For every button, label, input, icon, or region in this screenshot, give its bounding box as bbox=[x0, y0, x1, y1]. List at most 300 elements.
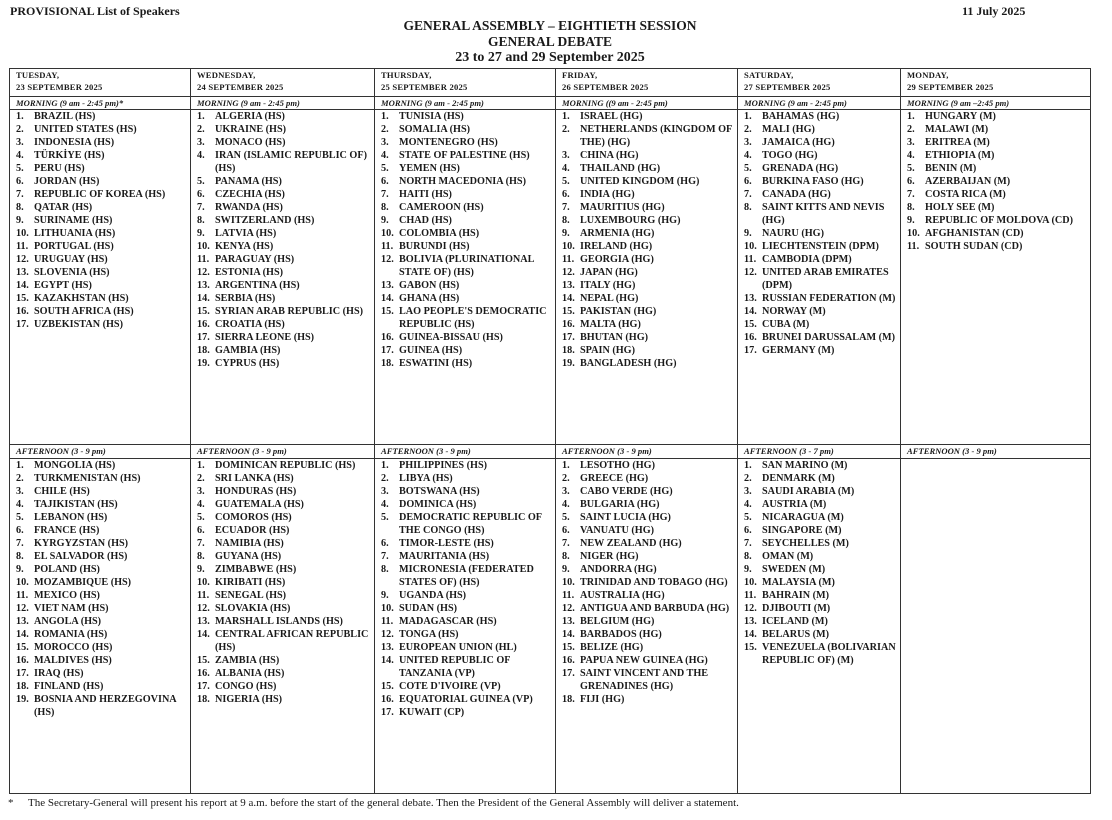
speaker-item bbox=[381, 344, 555, 357]
speaker-number: 16. bbox=[562, 654, 575, 666]
speaker-item bbox=[744, 253, 900, 266]
speaker-number: 4. bbox=[744, 150, 752, 162]
speaker-number: 9. bbox=[381, 215, 389, 227]
speaker-name: AUSTRIA (M) bbox=[762, 498, 827, 510]
speaker-name: CHAD (HS) bbox=[399, 215, 452, 227]
speaker-item bbox=[381, 706, 555, 719]
weekday: SATURDAY, bbox=[744, 70, 794, 80]
speaker-name: SIERRA LEONE (HS) bbox=[215, 332, 315, 344]
speaker-number: 2. bbox=[381, 124, 389, 136]
speaker-item bbox=[16, 279, 190, 292]
speaker-number: 2. bbox=[381, 472, 389, 484]
speaker-name: VIET NAM (HS) bbox=[34, 602, 109, 614]
speaker-name: NEPAL (HG) bbox=[580, 293, 639, 305]
speaker-item bbox=[562, 602, 737, 615]
speaker-name: BURUNDI (HS) bbox=[399, 241, 470, 253]
speaker-list bbox=[744, 459, 900, 667]
speakers-schedule-table bbox=[9, 68, 1091, 794]
speaker-name: BOLIVIA (PLURINATIONAL STATE OF) (HS) bbox=[399, 254, 534, 279]
speaker-item bbox=[16, 318, 190, 331]
speaker-name: NIGERIA (HS) bbox=[215, 693, 283, 705]
speaker-name: EQUATORIAL GUINEA (VP) bbox=[399, 693, 533, 705]
speaker-item bbox=[562, 175, 737, 188]
speaker-number: 17. bbox=[197, 680, 210, 692]
speaker-name: NIGER (HG) bbox=[580, 550, 639, 562]
speaker-name: DOMINICAN REPUBLIC (HS) bbox=[215, 459, 356, 471]
speaker-item bbox=[907, 227, 1090, 240]
speaker-item bbox=[197, 615, 374, 628]
speaker-number: 18. bbox=[16, 680, 29, 692]
speaker-item bbox=[381, 331, 555, 344]
afternoon-label: AFTERNOON (3 - 9 pm) bbox=[191, 445, 375, 458]
speaker-name: BENIN (M) bbox=[925, 163, 977, 175]
speaker-name: KIRIBATI (HS) bbox=[215, 576, 286, 588]
speaker-number: 3. bbox=[907, 137, 915, 149]
speaker-number: 11. bbox=[562, 254, 575, 266]
speaker-number: 19. bbox=[197, 358, 210, 370]
speaker-item bbox=[197, 110, 374, 123]
speaker-name: SURINAME (HS) bbox=[34, 215, 113, 227]
speaker-item bbox=[16, 654, 190, 667]
speaker-number: 2. bbox=[907, 124, 915, 136]
speaker-item bbox=[16, 162, 190, 175]
speaker-number: 8. bbox=[744, 202, 752, 214]
speaker-name: RUSSIAN FEDERATION (M) bbox=[762, 293, 896, 305]
speaker-number: 17. bbox=[197, 332, 210, 344]
speaker-item bbox=[381, 602, 555, 615]
speaker-name: GUATEMALA (HS) bbox=[215, 498, 304, 510]
speaker-name: REPUBLIC OF MOLDOVA (CD) bbox=[925, 215, 1074, 227]
speaker-item bbox=[381, 292, 555, 305]
day-header-wednesday bbox=[191, 69, 375, 97]
speaker-item bbox=[16, 550, 190, 563]
speaker-name: SINGAPORE (M) bbox=[762, 524, 842, 536]
speaker-number: 11. bbox=[744, 254, 757, 266]
speaker-name: CENTRAL AFRICAN REPUBLIC (HS) bbox=[215, 628, 369, 653]
speaker-number: 9. bbox=[907, 215, 915, 227]
speaker-number: 5. bbox=[744, 163, 752, 175]
speaker-number: 7. bbox=[381, 189, 389, 201]
weekday: THURSDAY, bbox=[381, 70, 432, 80]
speaker-item bbox=[381, 201, 555, 214]
morning-speakers-saturday bbox=[738, 110, 901, 445]
speaker-name: ITALY (HG) bbox=[580, 280, 636, 292]
speaker-name: MOROCCO (HS) bbox=[34, 641, 113, 653]
speaker-number: 5. bbox=[381, 511, 389, 523]
weekday: FRIDAY, bbox=[562, 70, 598, 80]
day-header-row bbox=[10, 69, 1091, 97]
speaker-name: UNITED STATES (HS) bbox=[34, 124, 137, 136]
speaker-item bbox=[16, 459, 190, 472]
speaker-item bbox=[907, 123, 1090, 136]
speaker-name: GUINEA (HS) bbox=[399, 345, 463, 357]
speaker-item bbox=[16, 576, 190, 589]
speaker-item bbox=[562, 357, 737, 370]
morning-speakers-wednesday bbox=[191, 110, 375, 445]
speaker-number: 16. bbox=[197, 319, 210, 331]
speaker-number: 14. bbox=[16, 280, 29, 292]
afternoon-label: AFTERNOON (3 - 9 pm) bbox=[10, 445, 191, 458]
speaker-name: TRINIDAD AND TOBAGO (HG) bbox=[580, 576, 728, 588]
speaker-number: 10. bbox=[381, 602, 394, 614]
speaker-name: SERBIA (HS) bbox=[215, 293, 276, 305]
speaker-name: MARSHALL ISLANDS (HS) bbox=[215, 615, 343, 627]
speaker-number: 18. bbox=[197, 693, 210, 705]
speaker-number: 6. bbox=[562, 524, 570, 536]
speaker-item bbox=[907, 175, 1090, 188]
speaker-item bbox=[197, 253, 374, 266]
speaker-name: PAKISTAN (HG) bbox=[580, 306, 657, 318]
document-date: 11 July 2025 bbox=[962, 4, 1026, 18]
speaker-number: 12. bbox=[381, 254, 394, 266]
speaker-item bbox=[562, 240, 737, 253]
speaker-number: 17. bbox=[744, 345, 757, 357]
speaker-list bbox=[381, 110, 555, 370]
speaker-item bbox=[197, 537, 374, 550]
afternoon-label: AFTERNOON (3 - 7 pm) bbox=[738, 445, 901, 458]
speaker-name: AFGHANISTAN (CD) bbox=[925, 228, 1024, 240]
speaker-item bbox=[197, 201, 374, 214]
speaker-number: 7. bbox=[562, 202, 570, 214]
speaker-name: FINLAND (HS) bbox=[34, 680, 104, 692]
speaker-name: BARBADOS (HG) bbox=[580, 628, 662, 640]
speaker-number: 15. bbox=[381, 680, 394, 692]
speaker-item bbox=[197, 680, 374, 693]
speaker-item bbox=[16, 537, 190, 550]
speaker-name: DEMOCRATIC REPUBLIC OF THE CONGO (HS) bbox=[399, 511, 542, 536]
speaker-number: 14. bbox=[197, 628, 210, 640]
speaker-item bbox=[197, 227, 374, 240]
speaker-item bbox=[197, 485, 374, 498]
speaker-name: REPUBLIC OF KOREA (HS) bbox=[34, 189, 166, 201]
speaker-name: MALAYSIA (M) bbox=[762, 576, 835, 588]
speaker-name: SEYCHELLES (M) bbox=[762, 537, 849, 549]
speaker-item bbox=[197, 576, 374, 589]
speaker-number: 1. bbox=[907, 111, 915, 123]
speaker-item bbox=[381, 680, 555, 693]
speaker-number: 12. bbox=[381, 628, 394, 640]
speaker-number: 3. bbox=[381, 137, 389, 149]
speaker-number: 1. bbox=[562, 459, 570, 471]
speaker-item bbox=[744, 498, 900, 511]
speaker-number: 10. bbox=[562, 576, 575, 588]
speaker-name: KENYA (HS) bbox=[215, 241, 274, 253]
speaker-name: URUGUAY (HS) bbox=[34, 254, 108, 266]
speaker-number: 15. bbox=[197, 306, 210, 318]
speaker-number: 7. bbox=[381, 550, 389, 562]
speaker-number: 9. bbox=[562, 563, 570, 575]
speaker-number: 13. bbox=[381, 280, 394, 292]
speaker-name: QATAR (HS) bbox=[34, 202, 93, 214]
speaker-item bbox=[562, 266, 737, 279]
speaker-name: PHILIPPINES (HS) bbox=[399, 459, 488, 471]
speaker-item bbox=[562, 589, 737, 602]
speaker-number: 16. bbox=[381, 693, 394, 705]
speaker-name: HONDURAS (HS) bbox=[215, 485, 297, 497]
morning-label: MORNING (9 am –2:45 pm) bbox=[901, 97, 1091, 110]
speaker-name: ISRAEL (HG) bbox=[580, 111, 643, 123]
speaker-number: 4. bbox=[381, 498, 389, 510]
speaker-name: NORWAY (M) bbox=[762, 306, 826, 318]
title-session: GENERAL ASSEMBLY – EIGHTIETH SESSION bbox=[403, 18, 697, 33]
speaker-name: JAMAICA (HG) bbox=[762, 137, 835, 149]
speaker-number: 2. bbox=[744, 472, 752, 484]
afternoon-speakers-saturday bbox=[738, 458, 901, 793]
speaker-item bbox=[744, 615, 900, 628]
speaker-item bbox=[16, 511, 190, 524]
speaker-number: 3. bbox=[197, 485, 205, 497]
speaker-item bbox=[381, 227, 555, 240]
speaker-item bbox=[744, 537, 900, 550]
speaker-item bbox=[197, 459, 374, 472]
morning-label-row bbox=[10, 97, 1091, 110]
speaker-name: LUXEMBOURG (HG) bbox=[580, 215, 681, 227]
speaker-name: NAMIBIA (HS) bbox=[215, 537, 284, 549]
speaker-name: SWITZERLAND (HS) bbox=[215, 215, 315, 227]
speaker-name: NORTH MACEDONIA (HS) bbox=[399, 176, 526, 188]
speaker-item bbox=[197, 136, 374, 149]
speaker-name: LIBYA (HS) bbox=[399, 472, 453, 484]
speaker-item bbox=[16, 292, 190, 305]
speaker-item bbox=[744, 524, 900, 537]
speaker-item bbox=[744, 136, 900, 149]
speaker-name: IRAN (ISLAMIC REPUBLIC OF) (HS) bbox=[215, 150, 367, 175]
speaker-number: 11. bbox=[562, 589, 575, 601]
speaker-number: 13. bbox=[744, 293, 757, 305]
speaker-item bbox=[562, 110, 737, 123]
speaker-item bbox=[16, 602, 190, 615]
speaker-item bbox=[562, 292, 737, 305]
speaker-list bbox=[16, 459, 190, 719]
speaker-item bbox=[197, 524, 374, 537]
speaker-item bbox=[744, 305, 900, 318]
speaker-name: SOUTH SUDAN (CD) bbox=[925, 241, 1023, 253]
morning-label: MORNING (9 am - 2:45 pm) bbox=[738, 97, 901, 110]
speaker-number: 15. bbox=[562, 641, 575, 653]
speaker-item bbox=[381, 641, 555, 654]
speaker-item bbox=[197, 563, 374, 576]
speaker-number: 16. bbox=[381, 332, 394, 344]
speaker-number: 2. bbox=[197, 124, 205, 136]
speaker-name: UNITED ARAB EMIRATES (DPM) bbox=[762, 267, 889, 292]
speaker-number: 2. bbox=[744, 124, 752, 136]
speaker-list bbox=[381, 459, 555, 719]
speaker-item bbox=[197, 589, 374, 602]
speaker-name: MADAGASCAR (HS) bbox=[399, 615, 497, 627]
speaker-name: UZBEKISTAN (HS) bbox=[34, 319, 123, 331]
speaker-number: 13. bbox=[16, 615, 29, 627]
speaker-name: LEBANON (HS) bbox=[34, 511, 108, 523]
speaker-number: 9. bbox=[197, 563, 205, 575]
speaker-number: 9. bbox=[744, 563, 752, 575]
speaker-item bbox=[16, 123, 190, 136]
speaker-number: 15. bbox=[16, 641, 29, 653]
speaker-item bbox=[744, 123, 900, 136]
speaker-number: 6. bbox=[744, 176, 752, 188]
speaker-item bbox=[197, 149, 374, 175]
speaker-number: 14. bbox=[381, 293, 394, 305]
speaker-item bbox=[197, 123, 374, 136]
speaker-name: BURKINA FASO (HG) bbox=[762, 176, 864, 188]
speaker-item bbox=[197, 511, 374, 524]
speaker-name: MEXICO (HS) bbox=[34, 589, 100, 601]
afternoon-label-row bbox=[10, 445, 1091, 458]
speaker-number: 8. bbox=[197, 550, 205, 562]
speaker-number: 7. bbox=[16, 537, 24, 549]
speaker-number: 9. bbox=[562, 228, 570, 240]
speaker-item bbox=[562, 628, 737, 641]
speaker-name: FIJI (HG) bbox=[580, 693, 625, 705]
speaker-name: JAPAN (HG) bbox=[580, 267, 638, 279]
speaker-number: 17. bbox=[16, 319, 29, 331]
speaker-number: 4. bbox=[197, 150, 205, 162]
speaker-number: 1. bbox=[744, 459, 752, 471]
speaker-name: VANUATU (HG) bbox=[580, 524, 655, 536]
speaker-item bbox=[744, 472, 900, 485]
speaker-name: YEMEN (HS) bbox=[399, 163, 460, 175]
speaker-name: UNITED REPUBLIC OF TANZANIA (VP) bbox=[399, 654, 511, 679]
speaker-number: 8. bbox=[744, 550, 752, 562]
speaker-name: SAUDI ARABIA (M) bbox=[762, 485, 855, 497]
speaker-number: 1. bbox=[381, 459, 389, 471]
morning-label: MORNING ((9 am - 2:45 pm) bbox=[556, 97, 738, 110]
speaker-number: 10. bbox=[744, 576, 757, 588]
speaker-list bbox=[197, 459, 374, 706]
provisional-label: PROVISIONAL List of Speakers bbox=[10, 4, 180, 18]
speaker-number: 18. bbox=[381, 358, 394, 370]
speaker-item bbox=[197, 292, 374, 305]
speaker-number: 8. bbox=[197, 215, 205, 227]
speaker-number: 6. bbox=[381, 537, 389, 549]
afternoon-speakers-wednesday bbox=[191, 458, 375, 793]
document-titles bbox=[0, 18, 1100, 66]
speaker-number: 16. bbox=[197, 667, 210, 679]
title-dates: 23 to 27 and 29 September 2025 bbox=[455, 50, 645, 65]
speaker-name: TUNISIA (HS) bbox=[399, 111, 464, 123]
speaker-name: CANADA (HG) bbox=[762, 189, 831, 201]
speaker-item bbox=[197, 628, 374, 654]
speaker-name: SRI LANKA (HS) bbox=[215, 472, 294, 484]
speaker-item bbox=[197, 344, 374, 357]
speaker-name: BULGARIA (HG) bbox=[580, 498, 660, 510]
speaker-item bbox=[562, 214, 737, 227]
speaker-name: BOSNIA AND HERZEGOVINA (HS) bbox=[34, 693, 177, 718]
morning-speakers-monday bbox=[901, 110, 1091, 445]
speaker-name: EL SALVADOR (HS) bbox=[34, 550, 128, 562]
speaker-item bbox=[562, 459, 737, 472]
speaker-item bbox=[197, 357, 374, 370]
speaker-number: 13. bbox=[562, 615, 575, 627]
speaker-number: 17. bbox=[562, 332, 575, 344]
speaker-item bbox=[16, 498, 190, 511]
speaker-number: 2. bbox=[197, 472, 205, 484]
speaker-item bbox=[381, 459, 555, 472]
speaker-item bbox=[16, 175, 190, 188]
speaker-name: IRELAND (HG) bbox=[580, 241, 653, 253]
speaker-item bbox=[744, 602, 900, 615]
speaker-number: 18. bbox=[562, 345, 575, 357]
speaker-number: 11. bbox=[197, 589, 210, 601]
speaker-item bbox=[744, 188, 900, 201]
speaker-number: 7. bbox=[907, 189, 915, 201]
speaker-name: CYPRUS (HS) bbox=[215, 358, 280, 370]
speaker-item bbox=[197, 318, 374, 331]
speaker-number: 11. bbox=[197, 254, 210, 266]
speaker-item bbox=[907, 110, 1090, 123]
speaker-list bbox=[562, 110, 737, 370]
speaker-name: EGYPT (HS) bbox=[34, 280, 92, 292]
morning-label: MORNING (9 am - 2:45 pm) bbox=[191, 97, 375, 110]
speaker-item bbox=[16, 214, 190, 227]
speaker-number: 1. bbox=[197, 111, 205, 123]
speaker-item bbox=[197, 550, 374, 563]
speaker-item bbox=[907, 136, 1090, 149]
afternoon-label: AFTERNOON (3 - 9 pm) bbox=[375, 445, 556, 458]
afternoon-label: AFTERNOON (3 - 9 pm) bbox=[556, 445, 738, 458]
day-date: 26 SEPTEMBER 2025 bbox=[562, 82, 649, 92]
speaker-name: BRUNEI DARUSSALAM (M) bbox=[762, 332, 896, 344]
speaker-name: INDIA (HG) bbox=[580, 189, 635, 201]
speaker-item bbox=[907, 188, 1090, 201]
speaker-number: 17. bbox=[16, 667, 29, 679]
speaker-number: 13. bbox=[744, 615, 757, 627]
day-date: 29 SEPTEMBER 2025 bbox=[907, 82, 994, 92]
speaker-number: 5. bbox=[16, 163, 24, 175]
speaker-number: 12. bbox=[744, 267, 757, 279]
speaker-item bbox=[381, 485, 555, 498]
speaker-item bbox=[16, 136, 190, 149]
speaker-item bbox=[197, 214, 374, 227]
speaker-name: ZAMBIA (HS) bbox=[215, 654, 280, 666]
speaker-number: 16. bbox=[562, 319, 575, 331]
speaker-item bbox=[744, 331, 900, 344]
speaker-name: RWANDA (HS) bbox=[215, 202, 283, 214]
speaker-item bbox=[562, 537, 737, 550]
speaker-item bbox=[16, 524, 190, 537]
speaker-number: 6. bbox=[907, 176, 915, 188]
speaker-item bbox=[744, 175, 900, 188]
speaker-name: ALBANIA (HS) bbox=[215, 667, 285, 679]
speaker-item bbox=[16, 693, 190, 719]
speaker-number: 9. bbox=[197, 228, 205, 240]
speaker-number: 12. bbox=[197, 602, 210, 614]
speaker-number: 1. bbox=[16, 459, 24, 471]
speaker-number: 11. bbox=[16, 241, 29, 253]
afternoon-speakers-friday bbox=[556, 458, 738, 793]
speaker-number: 4. bbox=[16, 150, 24, 162]
speaker-number: 7. bbox=[744, 537, 752, 549]
speaker-item bbox=[562, 615, 737, 628]
speaker-name: TONGA (HS) bbox=[399, 628, 459, 640]
speaker-name: LIECHTENSTEIN (DPM) bbox=[762, 241, 879, 253]
speaker-number: 12. bbox=[16, 254, 29, 266]
speaker-name: SLOVAKIA (HS) bbox=[215, 602, 291, 614]
speaker-name: SAINT LUCIA (HG) bbox=[580, 511, 671, 523]
speaker-number: 10. bbox=[907, 228, 920, 240]
speaker-number: 9. bbox=[744, 228, 752, 240]
speaker-number: 5. bbox=[562, 176, 570, 188]
afternoon-label: AFTERNOON (3 - 9 pm) bbox=[901, 445, 1091, 458]
speaker-name: DJIBOUTI (M) bbox=[762, 602, 831, 614]
speaker-item bbox=[744, 201, 900, 227]
speaker-item bbox=[16, 227, 190, 240]
speaker-item bbox=[562, 123, 737, 149]
speaker-number: 11. bbox=[381, 241, 394, 253]
speaker-number: 1. bbox=[197, 459, 205, 471]
speaker-item bbox=[744, 162, 900, 175]
speaker-name: SOMALIA (HS) bbox=[399, 124, 471, 136]
speaker-name: ESWATINI (HS) bbox=[399, 358, 473, 370]
